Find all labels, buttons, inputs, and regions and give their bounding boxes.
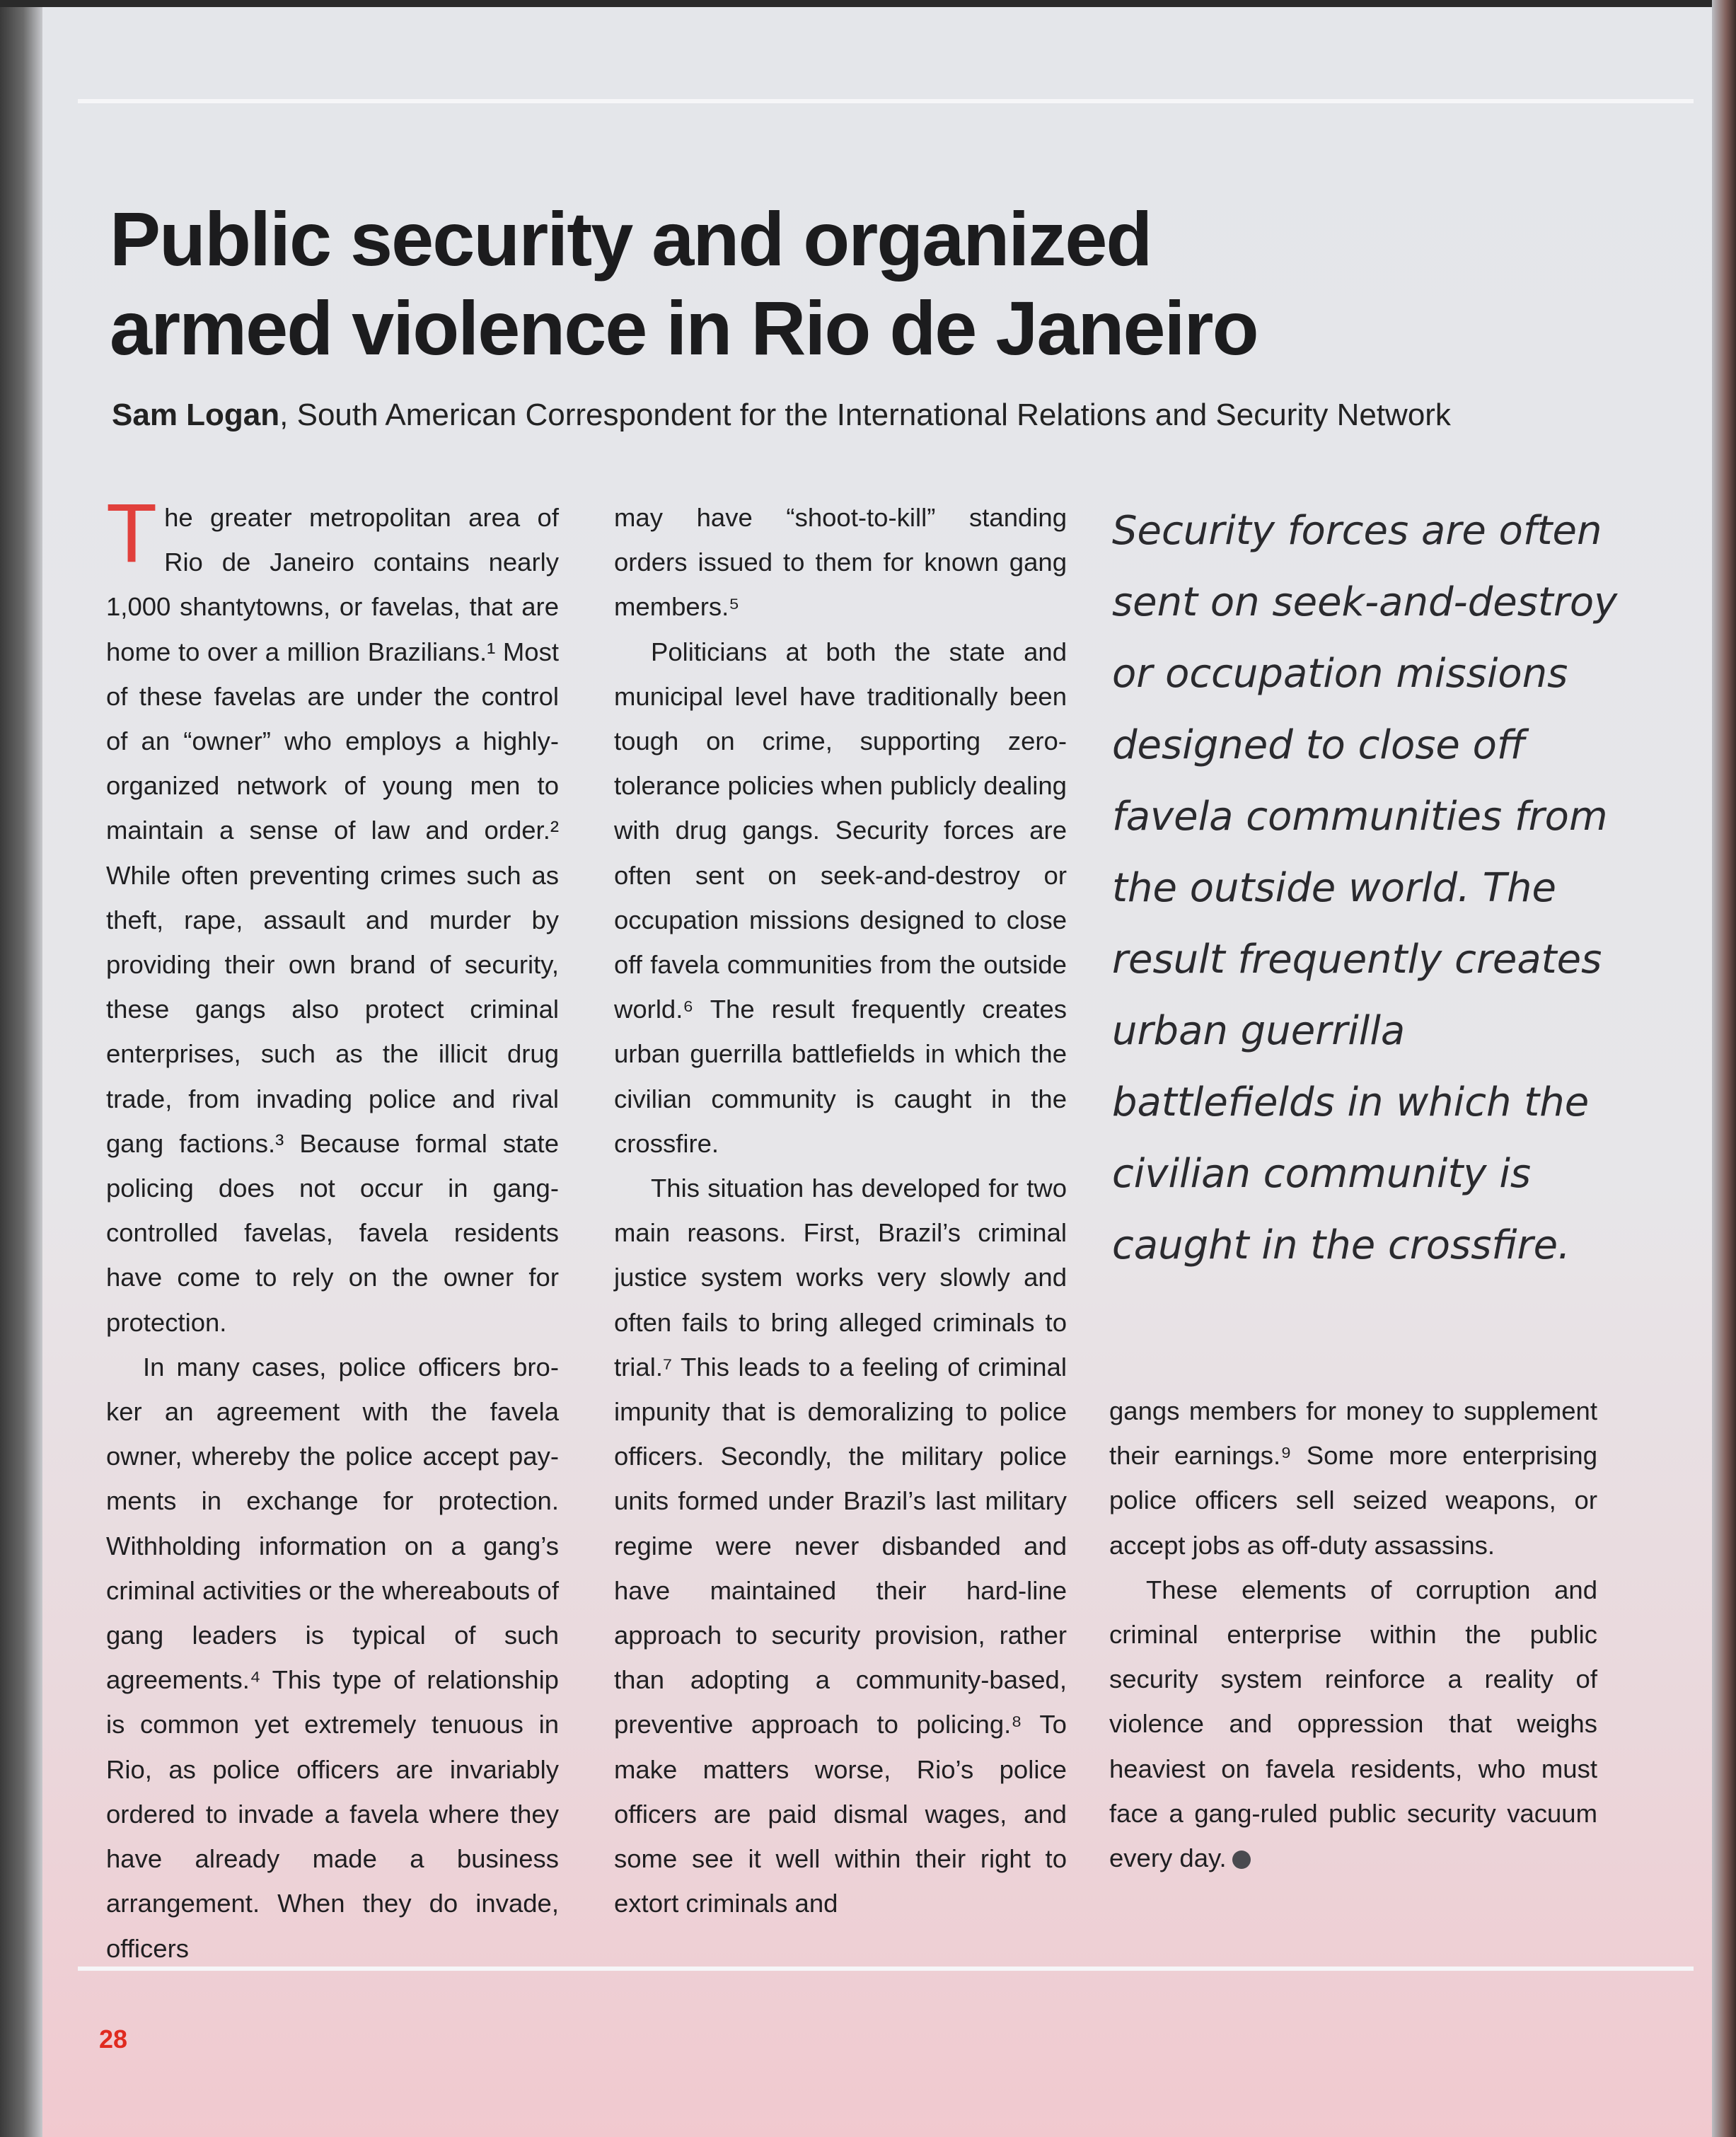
paragraph: This situation has developed for two main reasons. First, Brazil’s criminal justice system works very slowly and often fails to bring alleged criminals to trial.⁷ This leads to a feeling of criminal impunity that is demoralizing to police officers. Secondly, the military police units formed under Brazil’s last military regime were never disbanded and have maintained their hard-line approach to security provision, rather than adopting a community-based, preventive approach to policing.⁸ To make matters worse, Rio’s police officers are paid dismal wages, and some see it well within their right to extort criminals and [614,1174,1067,1918]
paragraph: gangs members for money to supplement their earnings.⁹ Some more enterprising police officers sell seized weapons, or accept jobs as off-duty assassins. [1109,1396,1597,1560]
author-name: Sam Logan [112,398,280,432]
author-role: , South American Correspondent for the International Relations and Security Network [279,398,1451,432]
paragraph-text: These elements of corruption and criminal enterprise within the public security system reinforce a reality of violence and oppression that weighs heaviest on favela residents, who must face a gang-ruled public security vacuum every day. [1109,1575,1597,1873]
end-mark-icon [1232,1851,1251,1869]
article-title: Public security and organized armed violence in Rio de Janeiro [110,196,1258,371]
page-edge [1712,0,1736,2137]
paragraph [1109,1568,1597,1880]
page-number: 28 [99,2025,128,2054]
column-1 [106,487,559,1971]
header-rule [78,99,1694,103]
book-spine [0,7,42,2137]
column-3 [1109,1389,1597,1880]
pull-quote: Security forces are often sent on seek-and-destroy or occupation missions designed to close off favela communities from the outside world. The result frequently creates urban guerrilla battlefields in which the civilian community is caught in the crossfire. [1112,508,1618,1268]
footer-rule [78,1967,1694,1971]
paragraph: may have “shoot-to-kill” standing orders issued to them for known gang members.⁵ [614,503,1067,622]
paragraph: Politicians at both the state and municipal level have traditionally been tough on crime, supporting zero-tolerance policies when publicly dealing with drug gangs. Security forces are often sent on seek-and-destroy or occupation missions designed to close off favela communities from the outside world.⁶ The result frequently creates urban guerrilla battlefields in which the civilian community is caught in the crossfire. [614,637,1067,1158]
byline [112,398,1527,433]
paragraph-text: he greater metropolitan area of Rio de Janeiro contains nearly 1,000 shantytowns, or favelas, that are home to over a million Brazilians.¹ Most of these favelas are under the control of an “owner” who employs a highly-organized network of young men to maintain a sense of law and order.² While often preventing crimes such as theft, rape, assault and murder by providing their own brand of security, these gangs also protect criminal enterprises, such as the illicit drug trade, from invading police and rival gang factions.³ Because formal state policing does not occur in gang-controlled favelas, favela residents have come to rely on the owner for protection. [106,503,559,1337]
drop-cap: T [106,487,158,580]
column-2 [614,495,1067,1926]
paragraph [106,487,559,1345]
paragraph: In many cases, police officers broker an agreement with the favela owner, whereby the police accept payments in exchange for protection. Withholding information on a gang’s criminal activities or the whereabouts of gang leaders is typical of such agreements.⁴ This type of relationship is common yet extremely tenuous in Rio, as police officers are invariably ordered to invade a favela where they have already made a business arrangement. When they do invade, officers [106,1352,559,1963]
